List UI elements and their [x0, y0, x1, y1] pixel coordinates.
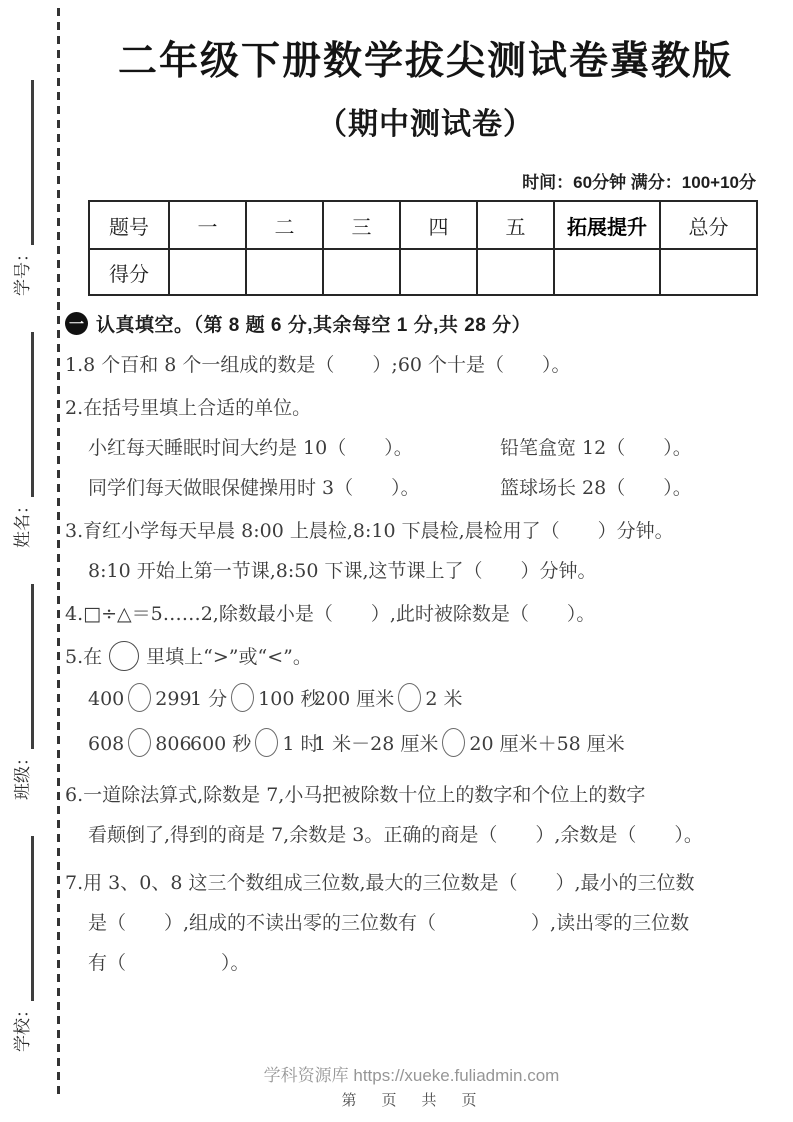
question-3-line-1: 3.育红小学每天早晨 8:00 上晨检,8:10 下晨检,晨检用了（ ）分钟。 [65, 520, 674, 542]
question-2-row-2 [65, 468, 758, 508]
question-6 [65, 775, 758, 855]
seal-label-school: 学校： [13, 1001, 33, 1052]
comparison-left: 600 秒 [190, 733, 252, 755]
comparison-item [88, 677, 190, 722]
score-cell [554, 249, 660, 295]
comparison-item [88, 722, 190, 767]
score-col-1: 一 [169, 201, 246, 249]
comparison-left: 608 [88, 733, 125, 755]
seal-group-school [8, 836, 38, 1052]
comparison-left: 400 [88, 688, 125, 710]
paper-title: 二年级下册数学拔尖测试卷冀教版 [117, 40, 733, 83]
dashed-cut-line [57, 8, 60, 1100]
seal-group-name [8, 332, 38, 548]
answer-circle-icon [442, 728, 465, 757]
seal-label-student-id: 学号： [13, 245, 33, 296]
score-table-header-row [89, 201, 757, 249]
seal-blank-name [8, 332, 34, 497]
question-1 [65, 345, 758, 385]
answer-circle-icon [128, 728, 151, 757]
question-5-intro [65, 637, 758, 677]
score-table-score-row [89, 249, 757, 295]
score-col-total: 总分 [660, 201, 757, 249]
seal-label-name: 姓名： [13, 497, 33, 548]
section-1-title: 认真填空。（第 8 题 6 分,其余每空 1 分,共 28 分） [96, 315, 532, 336]
footer-page-label: 第 页 共 页 [341, 1092, 482, 1109]
score-cell [400, 249, 477, 295]
exam-meta: 时间：60分钟 满分：100+10分 [522, 173, 756, 192]
footer-source-url: 学科资源库 https://xueke.fuliadmin.com [263, 1066, 560, 1085]
question-7-line-1: 7.用 3、0、8 这三个数组成三位数,最大的三位数是（ ）,最小的三位数 [65, 872, 695, 894]
score-cell [246, 249, 323, 295]
comparison-right: 20 厘米＋58 厘米 [469, 733, 625, 755]
answer-circle-icon [398, 683, 421, 712]
comparison-left: 1 米－28 厘米 [314, 733, 439, 755]
seal-blank-class [8, 584, 34, 749]
question-7-line-3: 有（ ）。 [88, 952, 250, 974]
seal-strip [8, 80, 38, 1052]
comparison-right: 299 [155, 688, 192, 710]
question-2-text: 2.在括号里填上合适的单位。 [65, 397, 312, 419]
seal-blank-school [8, 836, 34, 1001]
comparison-left: 200 厘米 [314, 688, 395, 710]
question-1-text: 1.8 个百和 8 个一组成的数是（ ）;60 个十是（ ）。 [65, 354, 571, 376]
comparison-item [190, 722, 320, 767]
question-7 [65, 863, 758, 983]
section-number-badge-icon: 一 [65, 312, 88, 335]
score-col-3: 三 [323, 201, 400, 249]
score-row-label: 得分 [89, 249, 169, 295]
comparison-left: 1 分 [190, 688, 228, 710]
seal-label-class: 班级： [13, 749, 33, 800]
question-6-line-1: 6.一道除法算式,除数是 7,小马把被除数十位上的数字和个位上的数字 [65, 784, 646, 806]
score-cell [169, 249, 246, 295]
score-table [88, 200, 758, 296]
comparison-right: 1 时 [282, 733, 320, 755]
comparison-right: 2 米 [425, 688, 463, 710]
question-7-line-2: 是（ ）,组成的不读出零的三位数有（ ）,读出零的三位数 [88, 912, 690, 934]
question-5-intro-pre: 5.在 [65, 646, 103, 668]
score-cell [477, 249, 554, 295]
question-4-text: 4.□÷△＝5……2,除数最小是（ ）,此时被除数是（ ）。 [65, 603, 596, 625]
score-cell [323, 249, 400, 295]
comparison-item [314, 722, 625, 767]
question-2-item-eye-exercise: 同学们每天做眼保健操用时 3（ ）。 [88, 477, 420, 499]
section-1-header [65, 310, 758, 337]
paper-subtitle: （期中测试卷） [317, 108, 534, 141]
score-col-2: 二 [246, 201, 323, 249]
score-col-label: 题号 [89, 201, 169, 249]
page-footer [65, 1061, 758, 1110]
question-2-item-pencilbox: 铅笔盒宽 12（ ）。 [500, 437, 692, 459]
question-6-line-2: 看颠倒了,得到的商是 7,余数是 3。正确的商是（ ）,余数是（ ）。 [88, 824, 703, 846]
seal-group-student-id [8, 80, 38, 296]
seal-group-class [8, 584, 38, 800]
answer-circle-icon [231, 683, 254, 712]
comparison-right: 806 [155, 733, 192, 755]
score-col-5: 五 [477, 201, 554, 249]
seal-blank-student-id [8, 80, 34, 245]
question-4 [65, 594, 758, 634]
comparison-item [190, 677, 320, 722]
question-5-row-1 [65, 677, 758, 722]
question-5-intro-post: 里填上“>”或“<”。 [146, 646, 312, 668]
comparison-right: 100 秒 [258, 688, 320, 710]
comparison-item [314, 677, 462, 722]
question-5 [65, 637, 758, 767]
answer-circle-icon [128, 683, 151, 712]
score-col-4: 四 [400, 201, 477, 249]
paper-content [65, 0, 758, 983]
question-3 [65, 511, 758, 591]
question-5-row-2 [65, 722, 758, 767]
question-3-line-2: 8:10 开始上第一节课,8:50 下课,这节课上了（ ）分钟。 [88, 560, 597, 582]
score-col-bonus: 拓展提升 [554, 201, 660, 249]
question-2-row-1 [65, 428, 758, 468]
question-2 [65, 388, 758, 508]
question-2-item-sleep: 小红每天睡眠时间大约是 10（ ）。 [88, 437, 413, 459]
answer-circle-icon [255, 728, 278, 757]
score-cell [660, 249, 757, 295]
question-2-item-court: 篮球场长 28（ ）。 [500, 477, 692, 499]
answer-circle-icon [109, 641, 139, 671]
